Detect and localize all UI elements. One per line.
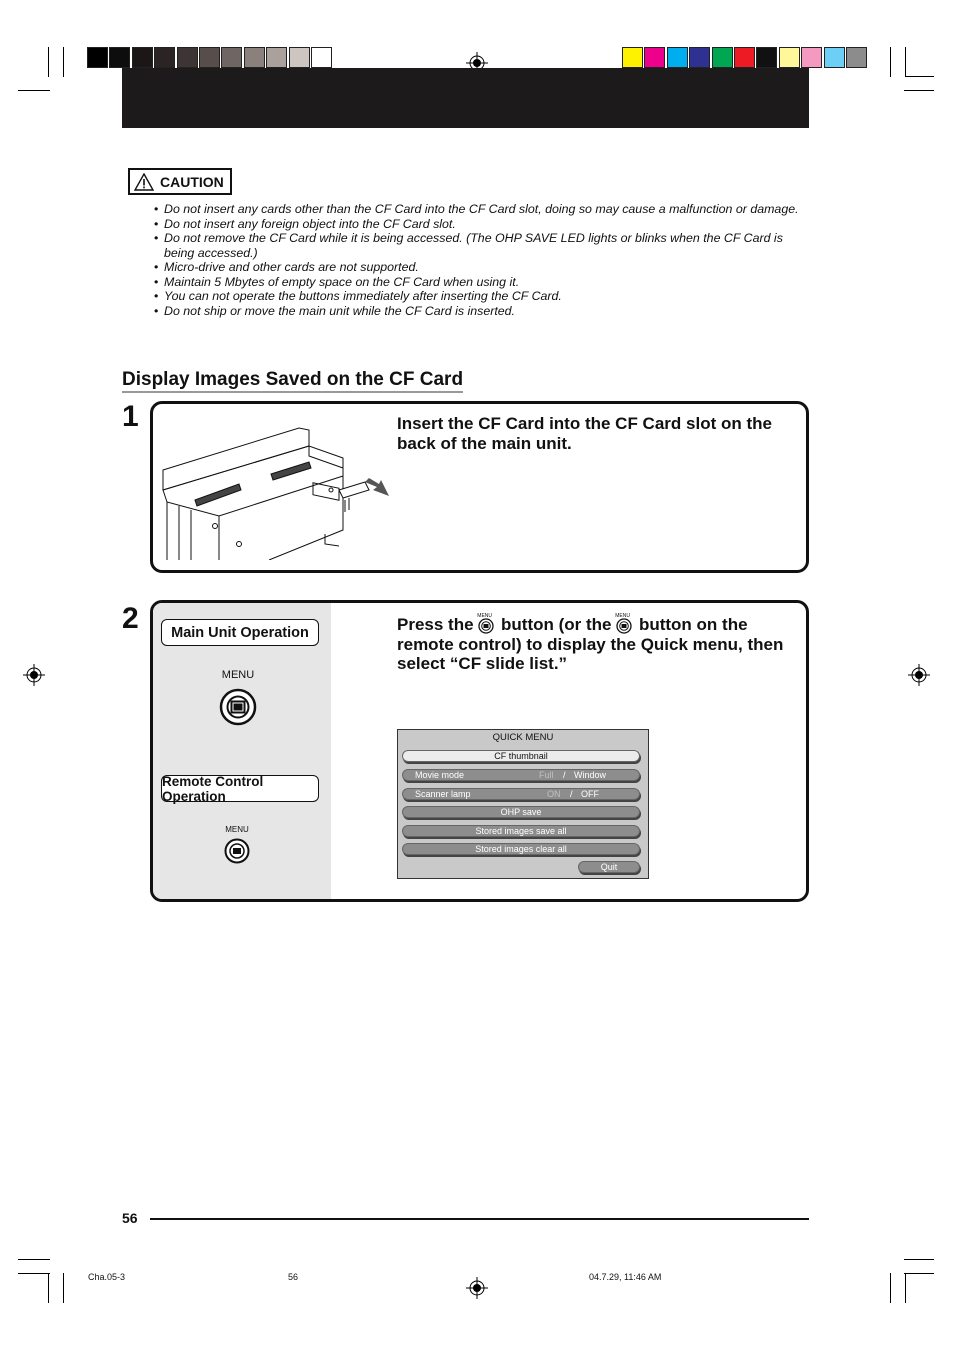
heading-text: Press the bbox=[397, 615, 474, 634]
color-swatch bbox=[779, 47, 800, 68]
movie-mode-separator: / bbox=[563, 770, 566, 780]
menu-item-ohp-save[interactable]: OHP save bbox=[402, 806, 640, 818]
gray-swatch bbox=[311, 47, 332, 68]
crop-mark bbox=[18, 1273, 50, 1274]
inline-menu-label: MENU bbox=[477, 613, 493, 619]
caution-item: • Do not insert any foreign object into the CF Card slot. bbox=[154, 217, 814, 232]
color-swatch bbox=[644, 47, 665, 68]
gray-swatch bbox=[266, 47, 287, 68]
movie-mode-window[interactable]: Window bbox=[574, 770, 607, 780]
gray-swatch bbox=[132, 47, 153, 68]
file-name: Cha.05-3 bbox=[88, 1272, 126, 1282]
step1-box bbox=[150, 401, 809, 573]
step2-heading bbox=[397, 615, 797, 674]
gray-swatch bbox=[244, 47, 265, 68]
menu-icon bbox=[478, 618, 494, 634]
remote-menu-button-icon[interactable] bbox=[224, 838, 250, 864]
menu-item-stored-images-save-all[interactable]: Stored images save all bbox=[402, 825, 640, 837]
gray-swatch bbox=[109, 47, 130, 68]
gray-swatch bbox=[199, 47, 220, 68]
heading-text: button (or the bbox=[501, 615, 612, 634]
remote-menu-label: MENU bbox=[225, 825, 249, 834]
menu-item-cf-thumbnail[interactable]: CF thumbnail bbox=[402, 750, 640, 762]
color-swatch bbox=[689, 47, 710, 68]
scanner-lamp-on[interactable]: ON bbox=[547, 789, 561, 799]
gray-swatch bbox=[154, 47, 175, 68]
gray-swatch bbox=[177, 47, 198, 68]
caution-item: • Do not insert any cards other than the CF Card into the CF Card slot, doing so may cause a malfunction or damage. bbox=[154, 202, 814, 217]
registration-mark-icon bbox=[23, 664, 45, 686]
caution-box bbox=[128, 168, 232, 195]
caution-label: CAUTION bbox=[160, 173, 224, 190]
caution-list bbox=[154, 202, 814, 318]
crop-mark bbox=[890, 1273, 891, 1303]
crop-mark bbox=[890, 47, 891, 77]
menu-item-stored-images-clear-all[interactable]: Stored images clear all bbox=[402, 843, 640, 855]
gray-swatch bbox=[221, 47, 242, 68]
timestamp: 04.7.29, 11:46 AM bbox=[589, 1272, 662, 1282]
gray-swatch bbox=[289, 47, 310, 68]
color-swatch bbox=[622, 47, 643, 68]
menu-button-icon[interactable] bbox=[219, 688, 257, 726]
step-number: 2 bbox=[122, 602, 139, 635]
heading-text: button on the remote control) to display the Quick menu, then select “CF slide list.” bbox=[397, 615, 784, 673]
page-reference: 56 bbox=[288, 1272, 299, 1282]
step-number: 1 bbox=[122, 400, 139, 433]
color-swatch bbox=[667, 47, 688, 68]
projector-illustration-icon bbox=[159, 420, 391, 560]
crop-mark bbox=[905, 1273, 906, 1303]
header-bar bbox=[122, 68, 809, 128]
main-unit-operation-label: Main Unit Operation bbox=[161, 619, 319, 646]
crop-mark bbox=[18, 90, 50, 91]
menu-item-scanner-lamp[interactable] bbox=[402, 788, 640, 800]
color-swatch bbox=[734, 47, 755, 68]
caution-item: • Do not remove the CF Card while it is being accessed. (The OHP SAVE LED lights or blinks when the CF Card is being accessed.) bbox=[154, 231, 814, 260]
footer-rule bbox=[150, 1218, 809, 1220]
crop-mark bbox=[63, 47, 64, 77]
crop-mark bbox=[63, 1273, 64, 1303]
color-swatch bbox=[756, 47, 777, 68]
step1-heading: Insert the CF Card into the CF Card slot on the back of the main unit. bbox=[397, 414, 772, 453]
caution-item: • Do not ship or move the main unit while the CF Card is inserted. bbox=[154, 304, 814, 319]
crop-mark bbox=[904, 1273, 934, 1274]
menu-icon bbox=[616, 618, 632, 634]
caution-item: • You can not operate the buttons immediately after inserting the CF Card. bbox=[154, 289, 814, 304]
color-swatch bbox=[712, 47, 733, 68]
caution-item: • Maintain 5 Mbytes of empty space on the CF Card when using it. bbox=[154, 275, 814, 290]
quick-menu bbox=[397, 729, 649, 879]
registration-mark-icon bbox=[908, 664, 930, 686]
warning-triangle-icon bbox=[134, 173, 154, 191]
quit-button[interactable]: Quit bbox=[578, 861, 640, 873]
crop-mark bbox=[18, 1259, 50, 1260]
main-unit-menu-label: MENU bbox=[221, 669, 255, 681]
inline-menu-button bbox=[615, 613, 634, 632]
crop-mark bbox=[904, 1259, 934, 1260]
section-title: Display Images Saved on the CF Card bbox=[122, 369, 463, 393]
remote-control-operation-label: Remote Control Operation bbox=[161, 775, 319, 802]
quick-menu-title: QUICK MENU bbox=[492, 732, 554, 743]
crop-mark bbox=[905, 47, 906, 77]
inline-menu-button bbox=[477, 613, 496, 632]
scanner-lamp-separator: / bbox=[570, 789, 573, 799]
crop-mark bbox=[48, 47, 49, 77]
inline-menu-label: MENU bbox=[615, 613, 630, 619]
gray-swatch bbox=[87, 47, 108, 68]
color-swatch bbox=[824, 47, 845, 68]
caution-item: • Micro-drive and other cards are not supported. bbox=[154, 260, 814, 275]
menu-item-movie-mode[interactable] bbox=[402, 769, 640, 781]
crop-mark bbox=[904, 90, 934, 91]
movie-mode-full[interactable]: Full bbox=[539, 770, 554, 780]
crop-mark bbox=[905, 76, 934, 77]
page-number: 56 bbox=[122, 1210, 138, 1226]
color-swatch bbox=[801, 47, 822, 68]
scanner-lamp-label: Scanner lamp bbox=[415, 789, 471, 799]
scanner-lamp-off[interactable]: OFF bbox=[581, 789, 599, 799]
crop-mark bbox=[48, 1273, 49, 1303]
registration-mark-icon bbox=[466, 1277, 488, 1299]
movie-mode-label: Movie mode bbox=[415, 770, 465, 780]
color-swatch bbox=[846, 47, 867, 68]
